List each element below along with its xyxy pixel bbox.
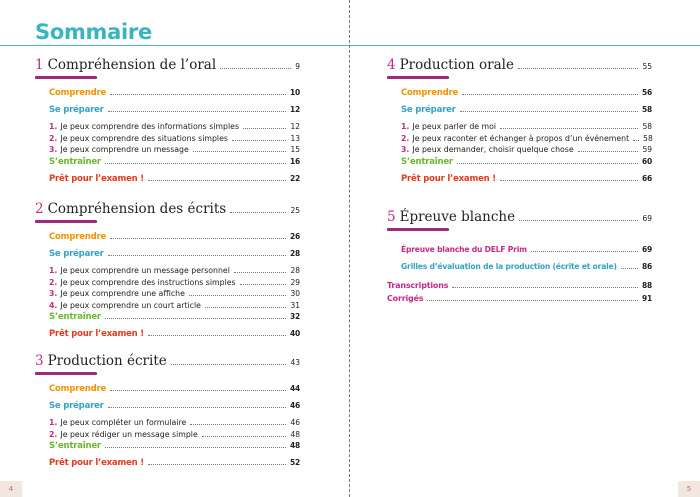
toc-page-number: 88 (641, 281, 652, 290)
leader-dots (531, 251, 638, 252)
section-heading[interactable] (387, 57, 652, 73)
subentry-label: Je peux compléter un formulaire (60, 418, 187, 427)
toc-page-number: 32 (289, 312, 300, 321)
toc-entry-preparer[interactable] (49, 249, 300, 266)
toc-page-number: 48 (290, 429, 300, 439)
toc-transcriptions-label: Transcriptions (387, 281, 449, 290)
leader-dots (232, 140, 287, 141)
subentry-label: Je peux comprendre des situations simples (60, 133, 228, 143)
toc-entry-examen[interactable] (49, 174, 300, 191)
leader-dots (243, 128, 286, 129)
section-page-number: 9 (295, 62, 300, 71)
section-underline (35, 220, 97, 223)
toc-corriges[interactable] (387, 294, 652, 307)
toc-entry-comprendre[interactable] (49, 384, 300, 401)
toc-corriges-label: Corrigés (387, 294, 424, 303)
toc-section-4[interactable] (387, 57, 652, 191)
leader-dots (205, 307, 287, 308)
subentry-number: 2. (49, 429, 58, 439)
section-title: Compréhension de l’oral (47, 57, 217, 73)
leader-dots (578, 151, 639, 152)
toc-page-number: 31 (290, 300, 300, 310)
toc-page-number: 30 (290, 289, 300, 298)
toc-page-number: 56 (641, 88, 652, 97)
toc-subentry[interactable] (49, 134, 300, 146)
leader-dots (460, 111, 638, 112)
toc-subentry[interactable] (49, 266, 300, 278)
toc-page-number: 26 (289, 232, 300, 241)
toc-page-number: 22 (289, 173, 300, 183)
toc-page-number: 15 (290, 145, 300, 154)
section-title: Production écrite (47, 353, 167, 369)
toc-page-number: 69 (641, 245, 652, 254)
section-page-number: 55 (642, 62, 652, 71)
toc-entry-examen[interactable] (401, 174, 652, 191)
subentry-label: Je peux comprendre une affiche (60, 289, 185, 298)
leader-dots (171, 364, 287, 365)
toc-subentry[interactable] (49, 301, 300, 313)
toc-page-number: 46 (289, 401, 300, 410)
entry-label: Se préparer (49, 249, 104, 259)
subentry-number: 2. (49, 277, 58, 287)
entry-label: S’entraîner (49, 441, 101, 451)
toc-subentry[interactable] (49, 418, 300, 430)
page-gutter (349, 0, 350, 497)
section-heading[interactable] (35, 57, 300, 73)
toc-page-number: 46 (290, 418, 300, 427)
leader-dots (110, 390, 286, 391)
entry-label: S’entraîner (49, 312, 101, 322)
toc-section-1[interactable] (35, 57, 300, 191)
leader-dots (193, 151, 287, 152)
entry-label: Se préparer (49, 105, 104, 115)
leader-dots (230, 212, 286, 213)
toc-page-number: 58 (642, 122, 652, 131)
toc-subentry[interactable] (401, 134, 652, 146)
page-number-right: 5 (678, 481, 700, 497)
toc-page-number: 29 (290, 277, 300, 287)
leader-dots (202, 436, 287, 437)
toc-page-number: 52 (289, 458, 300, 467)
entry-label: Comprendre (49, 232, 107, 242)
subentry-label: Je peux raconter et échanger à propos d’un événement (412, 133, 630, 143)
section-heading[interactable] (35, 201, 300, 217)
section-underline (35, 76, 97, 79)
subentry-number: 1. (49, 418, 58, 427)
entry-label: Prêt pour l’examen ! (49, 458, 144, 468)
section-title: Compréhension des écrits (47, 201, 227, 217)
subentry-label: Je peux comprendre un message personnel (60, 266, 230, 275)
entry-label: Comprendre (49, 384, 107, 394)
subentry-number: 3. (401, 145, 410, 154)
subentry-label: Je peux comprendre un court article (60, 300, 201, 310)
subentry-label: Je peux comprendre des informations simples (60, 122, 240, 131)
leader-dots (190, 424, 286, 425)
toc-transcriptions[interactable] (387, 281, 652, 294)
toc-subentry[interactable] (49, 289, 300, 301)
leader-dots (621, 268, 638, 269)
section-underline (387, 228, 449, 231)
toc-entry-examen[interactable] (49, 458, 300, 475)
subentry-label: Je peux parler de moi (412, 122, 497, 131)
leader-dots (148, 335, 286, 336)
leader-dots (633, 140, 639, 141)
toc-page-number: 59 (642, 145, 652, 154)
toc-entry-preparer[interactable] (49, 105, 300, 122)
leader-dots (189, 295, 287, 296)
toc-page-number: 60 (641, 156, 652, 166)
toc-section-3[interactable] (35, 353, 300, 475)
toc-section-5[interactable] (387, 209, 652, 279)
toc-entry-comprendre[interactable] (401, 88, 652, 105)
toc-page-number: 48 (289, 441, 300, 450)
leader-dots (500, 180, 638, 181)
leader-dots (108, 111, 286, 112)
section-page-number: 69 (642, 214, 652, 223)
entry-label: S’entraîner (49, 156, 101, 167)
leader-dots (105, 163, 286, 164)
entry-label: Comprendre (401, 88, 459, 98)
toc-subentry[interactable] (401, 145, 652, 157)
toc-entry-blanche[interactable] (401, 245, 652, 262)
toc-entry-entrainer[interactable] (49, 312, 300, 329)
subentry-label: Je peux comprendre des instructions simples (60, 277, 236, 287)
toc-entry-grilles[interactable] (401, 262, 652, 279)
entry-label: Prêt pour l’examen ! (49, 173, 144, 184)
leader-dots (427, 300, 638, 301)
toc-entry-comprendre[interactable] (49, 88, 300, 105)
toc-page-number: 16 (289, 156, 300, 166)
leader-dots (220, 68, 291, 69)
leader-dots (110, 94, 286, 95)
subentry-label: Je peux rédiger un message simple (60, 429, 198, 439)
subentry-number: 1. (49, 266, 58, 275)
section-heading[interactable] (387, 209, 652, 225)
section-number: 4 (387, 57, 396, 73)
section-number: 2 (35, 201, 44, 217)
toc-page-number: 12 (290, 122, 300, 131)
section-number: 1 (35, 57, 44, 73)
header-rule (0, 45, 700, 46)
entry-label: Grilles d’évaluation de la production (écrite et orale) (401, 262, 617, 271)
subentry-number: 1. (401, 122, 410, 131)
toc-page-number: 28 (289, 249, 300, 258)
toc-page-number: 13 (290, 133, 300, 143)
section-title: Épreuve blanche (399, 209, 516, 225)
leader-dots (519, 220, 638, 221)
toc-subentry[interactable] (49, 278, 300, 290)
leader-dots (105, 318, 286, 319)
subentry-number: 2. (49, 133, 58, 143)
toc-entry-entrainer[interactable] (401, 157, 652, 174)
toc-page-number: 10 (289, 88, 300, 97)
leader-dots (105, 447, 286, 448)
toc-page-number: 91 (641, 294, 652, 303)
entry-label: S’entraîner (401, 156, 453, 167)
toc-subentry[interactable] (401, 122, 652, 134)
toc-entry-preparer[interactable] (49, 401, 300, 418)
toc-page-number: 44 (289, 384, 300, 393)
entry-label: Se préparer (49, 401, 104, 411)
leader-dots (452, 287, 638, 288)
section-number: 5 (387, 209, 396, 225)
toc-entry-preparer[interactable] (401, 105, 652, 122)
toc-subentry[interactable] (49, 122, 300, 134)
leader-dots (462, 94, 638, 95)
leader-dots (108, 255, 286, 256)
toc-subentry[interactable] (49, 430, 300, 442)
leader-dots (110, 238, 286, 239)
subentry-number: 4. (49, 300, 58, 310)
toc-section-2[interactable] (35, 201, 300, 346)
entry-label: Se préparer (401, 105, 456, 115)
entry-label: Comprendre (49, 88, 107, 98)
section-heading[interactable] (35, 353, 300, 369)
section-page-number: 43 (290, 358, 300, 367)
leader-dots (108, 407, 286, 408)
toc-entry-entrainer[interactable] (49, 157, 300, 174)
section-underline (387, 76, 449, 79)
page-number-left: 4 (0, 481, 22, 497)
subentry-number: 1. (49, 122, 58, 131)
entry-label: Épreuve blanche du DELF Prim (401, 245, 527, 254)
leader-dots (148, 180, 286, 181)
toc-page-number: 12 (289, 105, 300, 114)
toc-extras (387, 281, 652, 307)
section-title: Production orale (399, 57, 514, 73)
leader-dots (500, 128, 638, 129)
entry-label: Prêt pour l’examen ! (401, 173, 496, 184)
toc-page-number: 28 (290, 266, 300, 275)
toc-page-number: 58 (643, 133, 653, 143)
page-title: Sommaire (35, 20, 152, 44)
leader-dots (457, 163, 638, 164)
toc-page-number: 58 (641, 105, 652, 114)
leader-dots (234, 272, 287, 273)
section-page-number: 25 (290, 206, 300, 215)
leader-dots (240, 284, 287, 285)
toc-subentry[interactable] (49, 145, 300, 157)
leader-dots (148, 464, 286, 465)
toc-entry-comprendre[interactable] (49, 232, 300, 249)
toc-entry-entrainer[interactable] (49, 441, 300, 458)
subentry-number: 3. (49, 145, 58, 154)
subentry-number: 2. (401, 133, 410, 143)
toc-page-number: 66 (641, 173, 652, 183)
toc-page-number: 40 (289, 329, 300, 338)
entry-label: Prêt pour l’examen ! (49, 329, 144, 339)
subentry-label: Je peux demander, choisir quelque chose (412, 145, 574, 154)
section-underline (35, 372, 97, 375)
toc-entry-examen[interactable] (49, 329, 300, 346)
section-number: 3 (35, 353, 44, 369)
leader-dots (518, 68, 639, 69)
subentry-label: Je peux comprendre un message (60, 145, 189, 154)
subentry-number: 3. (49, 289, 58, 298)
toc-page-number: 86 (641, 262, 652, 271)
